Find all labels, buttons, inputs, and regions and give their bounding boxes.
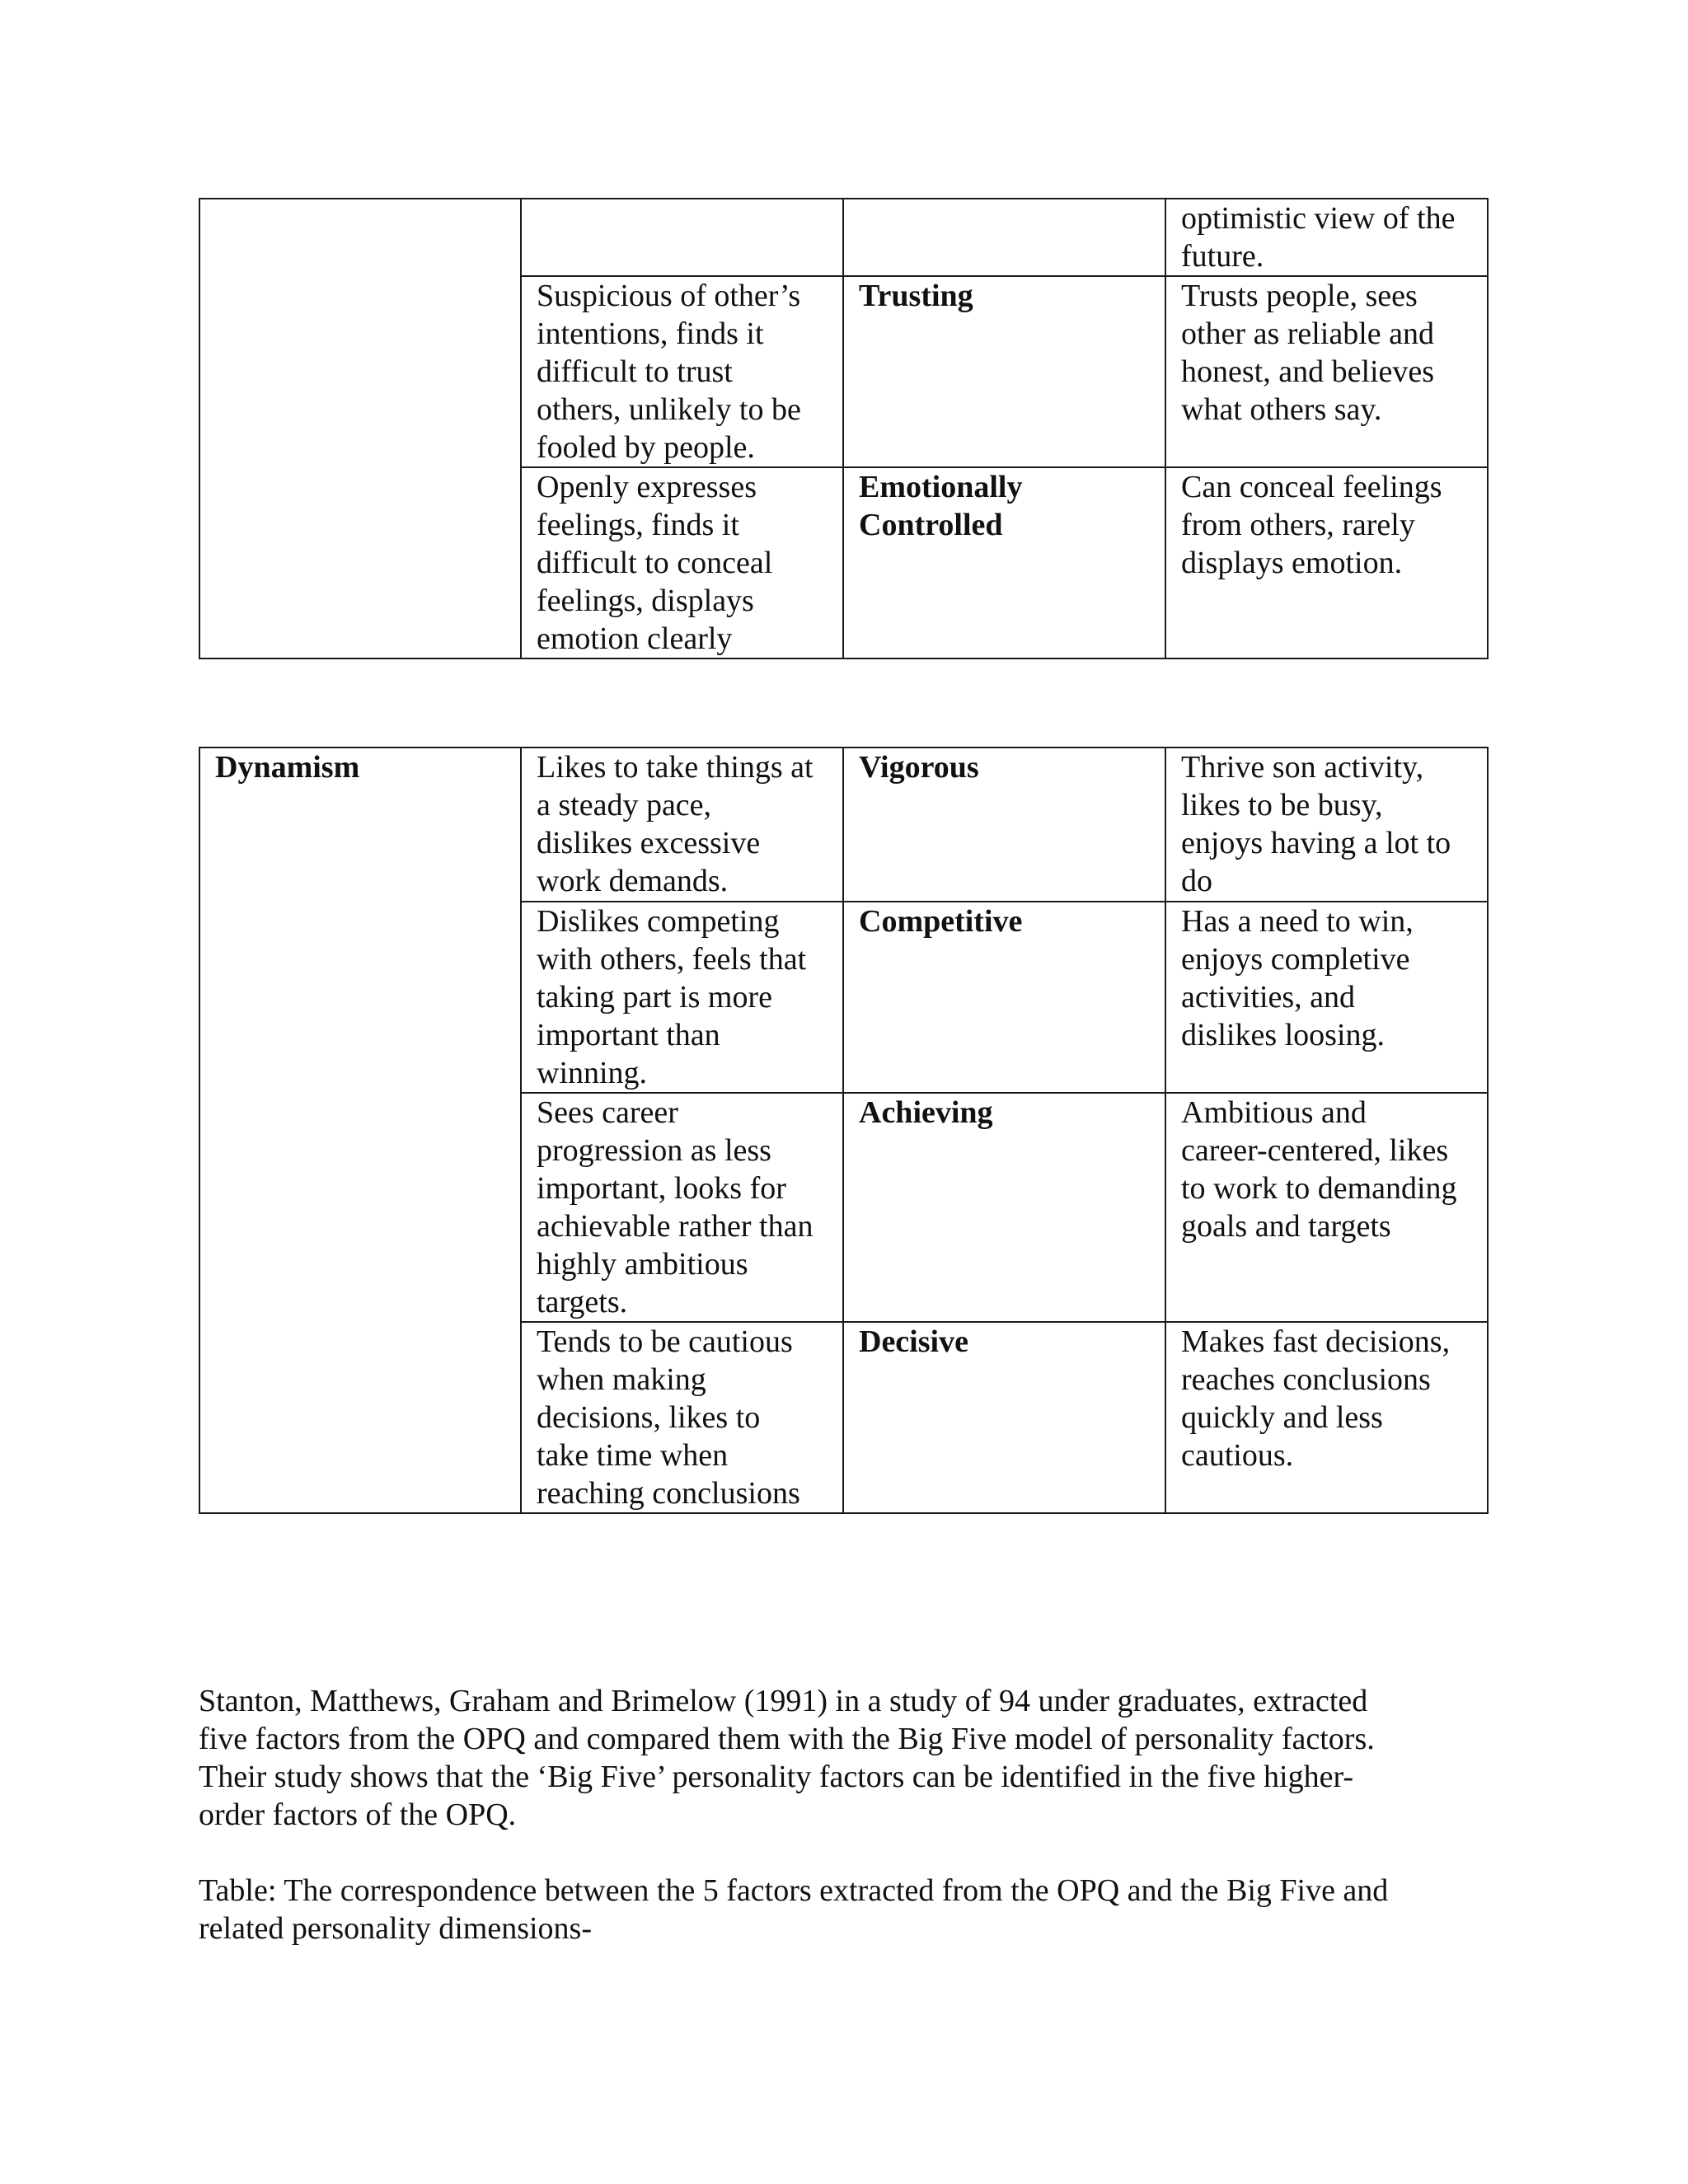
table-caption: Table: The correspondence between the 5 factors extracted from the OPQ and the Big Five and related personality dimensions- bbox=[199, 1873, 1389, 1946]
scale-name: Achieving bbox=[843, 1093, 1165, 1322]
high-score-description: Thrive son activity, likes to be busy, enjoys having a lot to do bbox=[1165, 748, 1488, 902]
low-score-description: Openly expresses feelings, finds it difficult to conceal feelings, displays emotion clearly bbox=[521, 467, 843, 658]
low-score-description bbox=[521, 199, 843, 276]
table-row bbox=[199, 199, 1488, 276]
scale-name: Vigorous bbox=[843, 748, 1165, 902]
body-paragraph: Stanton, Matthews, Graham and Brimelow (1991) in a study of 94 under graduates, extracted five factors from the OPQ and compared them with the Big Five model of personality factors. Their study shows that the ‘Big Five’ personality factors can be identified in the five higher- order factors of the OPQ. bbox=[199, 1684, 1375, 1832]
top-personality-table bbox=[199, 198, 1489, 659]
scale-name: Competitive bbox=[843, 902, 1165, 1093]
high-score-description: Makes fast decisions, reaches conclusions quickly and less cautious. bbox=[1165, 1322, 1488, 1513]
low-score-description: Sees career progression as less important, looks for achievable rather than highly ambitious targets. bbox=[521, 1093, 843, 1322]
high-score-description: Trusts people, sees other as reliable and honest, and believes what others say. bbox=[1165, 276, 1488, 467]
scale-name: Trusting bbox=[843, 276, 1165, 467]
high-score-description: Has a need to win, enjoys completive activities, and dislikes loosing. bbox=[1165, 902, 1488, 1093]
table-row bbox=[199, 748, 1488, 902]
high-score-description: Can conceal feelings from others, rarely displays emotion. bbox=[1165, 467, 1488, 658]
high-score-description: Ambitious and career-centered, likes to work to demanding goals and targets bbox=[1165, 1093, 1488, 1322]
high-score-description: optimistic view of the future. bbox=[1165, 199, 1488, 276]
low-score-description: Suspicious of other’s intentions, finds it difficult to trust others, unlikely to be fooled by people. bbox=[521, 276, 843, 467]
dynamism-table bbox=[199, 747, 1489, 1514]
scale-name: Decisive bbox=[843, 1322, 1165, 1513]
factor-cell bbox=[199, 199, 521, 658]
scale-name bbox=[843, 199, 1165, 276]
factor-cell: Dynamism bbox=[199, 748, 521, 1513]
low-score-description: Dislikes competing with others, feels that taking part is more important than winning. bbox=[521, 902, 843, 1093]
low-score-description: Tends to be cautious when making decisions, likes to take time when reaching conclusions bbox=[521, 1322, 843, 1513]
scale-name: Emotionally Controlled bbox=[843, 467, 1165, 658]
low-score-description: Likes to take things at a steady pace, dislikes excessive work demands. bbox=[521, 748, 843, 902]
